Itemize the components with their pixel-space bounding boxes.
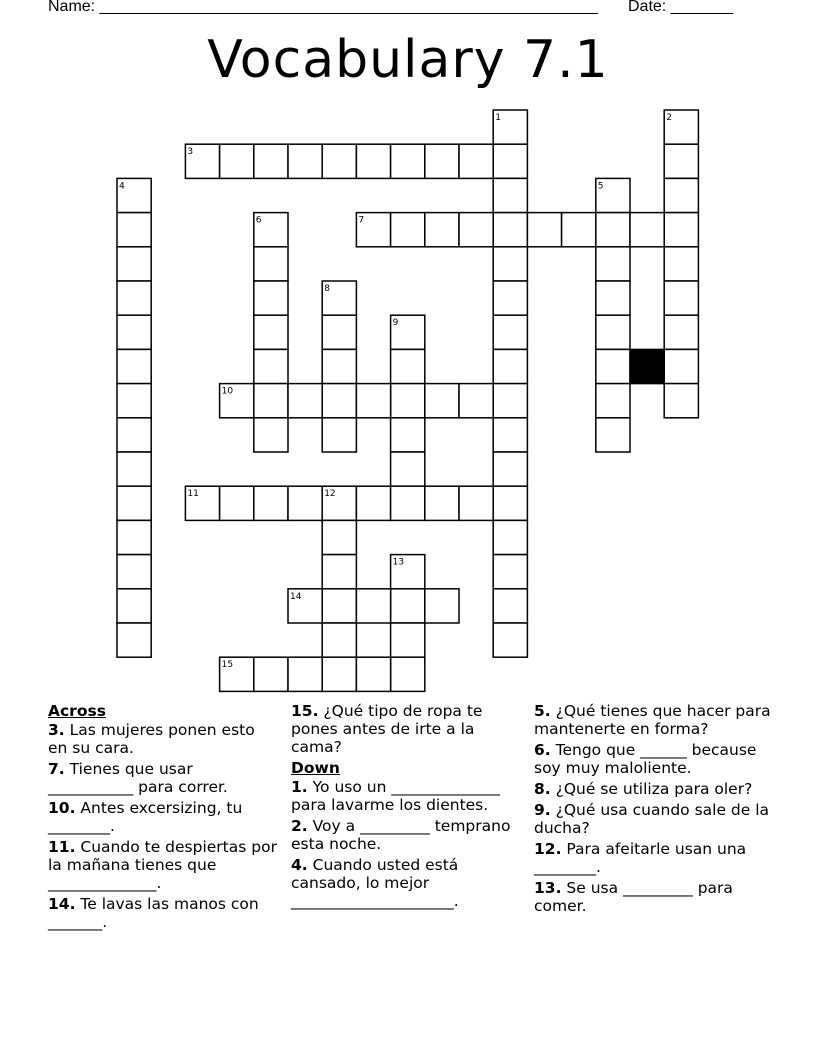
crossword-cell[interactable] xyxy=(322,418,356,452)
crossword-cell[interactable] xyxy=(493,384,527,418)
crossword-cell[interactable] xyxy=(459,144,493,178)
crossword-cell[interactable] xyxy=(322,144,356,178)
cell-number: 10 xyxy=(221,386,234,397)
crossword-cell[interactable] xyxy=(596,281,630,315)
crossword-cell[interactable] xyxy=(493,247,527,281)
cell-number: 9 xyxy=(392,318,399,329)
crossword-cell[interactable] xyxy=(493,178,527,212)
crossword-cell[interactable] xyxy=(391,144,425,178)
cell-number: 12 xyxy=(324,489,336,500)
crossword-cell[interactable] xyxy=(664,349,698,383)
crossword-cell[interactable] xyxy=(117,623,151,657)
crossword-cell[interactable] xyxy=(254,315,288,349)
crossword-cell[interactable] xyxy=(254,144,288,178)
cell-number: 4 xyxy=(119,181,125,192)
crossword-cell[interactable] xyxy=(493,213,527,247)
crossword-cell[interactable] xyxy=(322,315,356,349)
cell-number: 8 xyxy=(324,284,330,294)
crossword-cell[interactable] xyxy=(664,144,698,178)
crossword-cell[interactable] xyxy=(391,486,425,520)
cell-number: 15 xyxy=(221,660,234,671)
crossword-cell[interactable] xyxy=(220,486,254,520)
clue-down-6: 6. Tengo que ______ because soy muy maloliente. xyxy=(534,741,757,777)
clue-across-7: 7. Tienes que usar ___________ para correr. xyxy=(48,760,228,796)
cell-number: 11 xyxy=(187,489,199,500)
crossword-cell[interactable] xyxy=(322,623,356,657)
crossword-cell[interactable] xyxy=(254,349,288,383)
crossword-cell[interactable] xyxy=(117,520,151,554)
crossword-cell[interactable] xyxy=(664,247,698,281)
crossword-cell[interactable] xyxy=(493,486,527,520)
crossword-cell[interactable] xyxy=(493,589,527,623)
crossword-cell[interactable] xyxy=(322,589,356,623)
crossword-cell[interactable] xyxy=(664,384,698,418)
cell-number: 3 xyxy=(187,147,194,158)
crossword-cell[interactable] xyxy=(391,657,425,691)
clue-across-15: 15. ¿Qué tipo de ropa te pones antes de irte a la cama? xyxy=(291,702,483,756)
clue-down-1: 1. Yo uso un ______________ para lavarme los dientes. xyxy=(291,778,500,814)
crossword-cell[interactable] xyxy=(493,281,527,315)
clue-across-11: 11. Cuando te despiertas por la mañana tienes que ______________. xyxy=(48,838,277,892)
crossword-cell[interactable] xyxy=(425,589,459,623)
crossword-cell[interactable] xyxy=(254,418,288,452)
crossword-cell[interactable] xyxy=(220,144,254,178)
crossword-cell[interactable] xyxy=(664,178,698,212)
clue-column-1 xyxy=(48,702,278,934)
crossword-cell[interactable] xyxy=(117,247,151,281)
crossword-cell[interactable] xyxy=(493,555,527,589)
crossword-cell[interactable] xyxy=(322,384,356,418)
crossword-cell[interactable] xyxy=(391,213,425,247)
crossword-cell[interactable] xyxy=(664,315,698,349)
crossword-cell[interactable] xyxy=(254,657,288,691)
crossword-cell[interactable] xyxy=(288,657,322,691)
cell-number: 2 xyxy=(666,113,672,123)
across-heading: Across xyxy=(48,702,106,720)
crossword-cell[interactable] xyxy=(391,452,425,486)
crossword-cell[interactable] xyxy=(117,384,151,418)
clue-down-9: 9. ¿Qué usa cuando sale de la ducha? xyxy=(534,801,770,837)
page-title: Vocabulary 7.1 xyxy=(207,30,609,90)
clue-across-3: 3. Las mujeres ponen esto en su cara. xyxy=(48,721,255,757)
down-heading: Down xyxy=(291,759,340,777)
crossword-cell[interactable] xyxy=(493,144,527,178)
crossword-cell[interactable] xyxy=(117,281,151,315)
crossword-cell[interactable] xyxy=(493,520,527,554)
crossword-cell[interactable] xyxy=(322,520,356,554)
crossword-cell[interactable] xyxy=(596,315,630,349)
crossword-cell[interactable] xyxy=(254,486,288,520)
crossword-cell[interactable] xyxy=(664,213,698,247)
crossword-cell[interactable] xyxy=(254,281,288,315)
crossword-cell[interactable] xyxy=(356,144,390,178)
crossword-cell[interactable] xyxy=(288,486,322,520)
crossword-cell[interactable] xyxy=(391,418,425,452)
crossword-cell[interactable] xyxy=(596,418,630,452)
clue-down-4: 4. Cuando usted está cansado, lo mejor _____________________. xyxy=(291,856,459,910)
crossword-cell[interactable] xyxy=(254,384,288,418)
clue-down-12: 12. Para afeitarle usan una ________. xyxy=(534,840,747,876)
crossword-cell[interactable] xyxy=(630,213,664,247)
clue-down-8: 8. ¿Qué se utiliza para oler? xyxy=(534,780,753,798)
clue-across-14: 14. Te lavas las manos con _______. xyxy=(48,895,259,931)
crossword-cell[interactable] xyxy=(117,452,151,486)
clue-down-5: 5. ¿Qué tienes que hacer para mantenerte en forma? xyxy=(534,702,771,738)
crossword-cell[interactable] xyxy=(391,623,425,657)
crossword-cell[interactable] xyxy=(288,384,322,418)
crossword-cell[interactable] xyxy=(117,486,151,520)
crossword-cell[interactable] xyxy=(391,384,425,418)
crossword-cell[interactable] xyxy=(356,384,390,418)
clue-column-2 xyxy=(291,702,521,913)
crossword-cell[interactable] xyxy=(562,213,596,247)
cell-number: 5 xyxy=(597,181,604,192)
crossword-cell[interactable] xyxy=(117,349,151,383)
crossword-cell[interactable] xyxy=(459,486,493,520)
crossword-cell[interactable] xyxy=(493,623,527,657)
crossword-black-cell xyxy=(630,349,664,383)
crossword-cell[interactable] xyxy=(391,589,425,623)
crossword-cell[interactable] xyxy=(425,384,459,418)
crossword-cell[interactable] xyxy=(356,486,390,520)
clue-across-10: 10. Antes excersizing, tu ________. xyxy=(48,799,243,835)
crossword-cell[interactable] xyxy=(117,213,151,247)
cell-number: 7 xyxy=(358,215,365,226)
clue-down-13: 13. Se usa _________ para comer. xyxy=(534,879,733,915)
crossword-cell[interactable] xyxy=(459,384,493,418)
crossword-cell[interactable] xyxy=(288,144,322,178)
crossword-cell[interactable] xyxy=(425,144,459,178)
cell-number: 6 xyxy=(255,215,262,226)
crossword-cell[interactable] xyxy=(493,315,527,349)
crossword-cell[interactable] xyxy=(596,384,630,418)
crossword-cell[interactable] xyxy=(117,315,151,349)
crossword-cell[interactable] xyxy=(596,213,630,247)
crossword-cell[interactable] xyxy=(322,349,356,383)
crossword-cell[interactable] xyxy=(356,589,390,623)
crossword-cell[interactable] xyxy=(527,213,561,247)
name-field-label[interactable]: Name: ________________________________________________________ xyxy=(48,0,598,15)
crossword-cell[interactable] xyxy=(322,657,356,691)
date-field-label[interactable]: Date: _______ xyxy=(628,0,733,15)
crossword-cell[interactable] xyxy=(356,657,390,691)
cell-number: 14 xyxy=(290,591,302,602)
crossword-cell[interactable] xyxy=(254,247,288,281)
crossword-cell[interactable] xyxy=(596,349,630,383)
crossword-cell[interactable] xyxy=(493,418,527,452)
cell-number: 1 xyxy=(495,113,501,123)
crossword-cell[interactable] xyxy=(596,247,630,281)
crossword-cell[interactable] xyxy=(493,349,527,383)
crossword-cell[interactable] xyxy=(459,213,493,247)
crossword-cell[interactable] xyxy=(117,589,151,623)
crossword-cell[interactable] xyxy=(664,281,698,315)
crossword-cell[interactable] xyxy=(425,486,459,520)
crossword-cell[interactable] xyxy=(425,213,459,247)
crossword-cell[interactable] xyxy=(117,418,151,452)
crossword-cell[interactable] xyxy=(493,452,527,486)
crossword-cell[interactable] xyxy=(391,349,425,383)
clue-column-3 xyxy=(534,702,774,918)
cell-number: 13 xyxy=(392,557,405,568)
clue-down-2: 2. Voy a _________ temprano esta noche. xyxy=(291,817,511,853)
crossword-cell[interactable] xyxy=(117,555,151,589)
crossword-cell[interactable] xyxy=(322,555,356,589)
